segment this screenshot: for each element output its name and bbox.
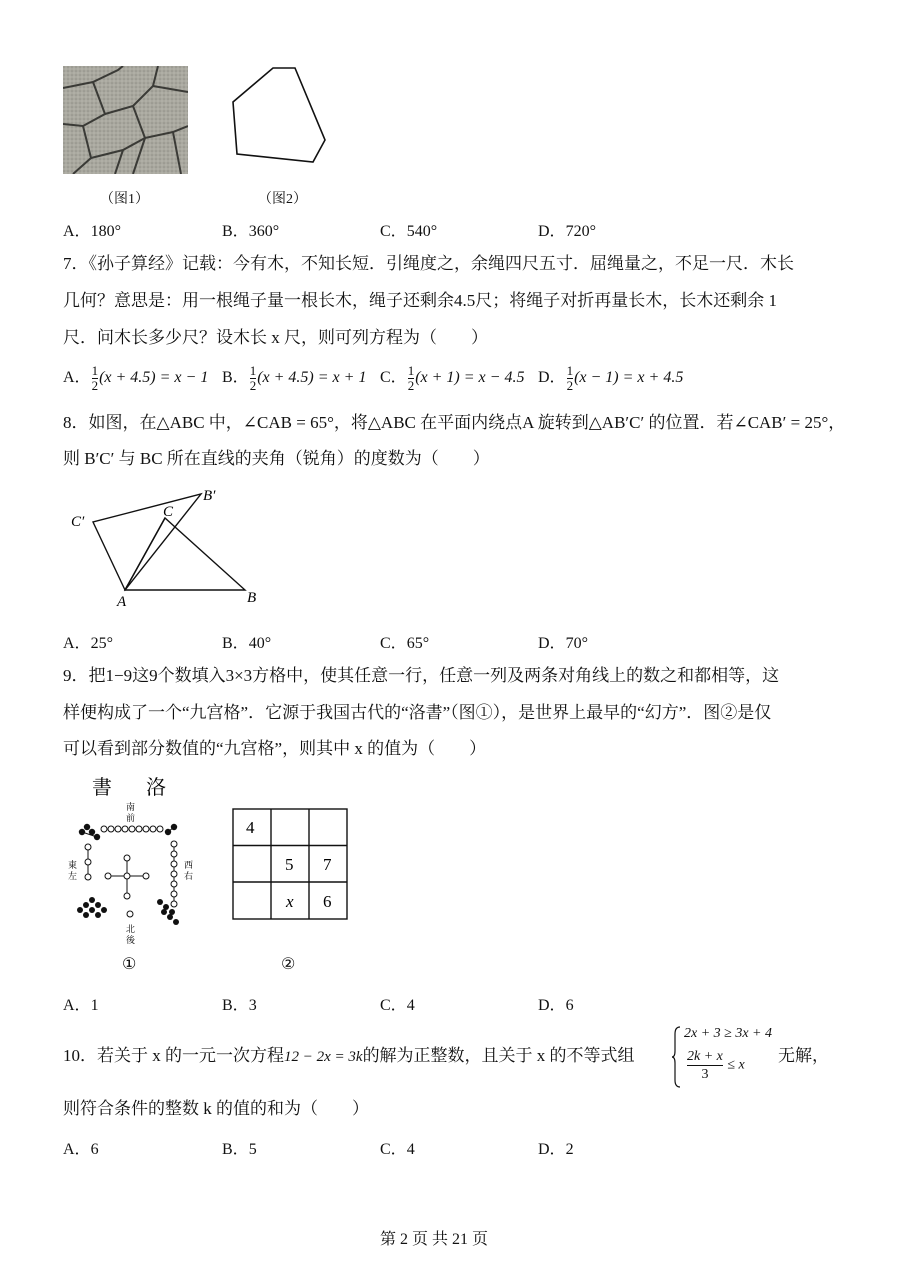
grid-cell-r1c1: 4 [246,818,255,837]
grid-cell-r3c3: 6 [323,892,332,911]
label-b-prime: B′ [203,488,216,504]
q10-ineq1: 2x + 3 ≥ 3x + 4 [684,1026,773,1041]
q10-option-d[interactable]: D．2 [538,1141,574,1158]
hexagon-figure [225,62,335,167]
stone-pavement-photo [63,66,188,174]
q9-line2: 样便构成了一个“九宫格”．它源于我国古代的“洛書”（图①），是世界上最早的“幻方”．图②是仅 [63,703,772,722]
q8-option-b[interactable]: B．40° [222,635,272,652]
page-footer: 第 2 页 共 21 页 [380,1231,489,1248]
q6-option-d[interactable]: D．720° [538,223,596,240]
q7-option-a[interactable]: A． $\frac{1}{2}$ (x + 4.5) = x − 1 [63,363,209,393]
label-c: C [163,504,174,520]
q9-option-c[interactable]: C．4 [380,997,415,1014]
grid-cell-r3c2: x [286,892,294,911]
q8-line2: 则 B′C′ 与 BC 所在直线的夹角（锐角）的度数为（ ） [63,449,490,468]
q10-ineq2: $\frac{2k + x}{3}$ ≤ x [687,1049,745,1082]
q10-line1-end: 无解， [778,1046,829,1065]
luoshu-south-1: 南 [126,803,136,813]
q8-option-d[interactable]: D．70° [538,635,588,652]
q9-option-d[interactable]: D．6 [538,997,574,1014]
q8-option-a[interactable]: A．25° [63,635,113,652]
q9-line3: 可以看到部分数值的“九宫格”，则其中 x 的值为（ ） [63,739,487,758]
q6-option-b[interactable]: B．360° [222,223,280,240]
q8-line1: 8．如图，在△ABC 中，∠CAB = 65°，将△ABC 在平面内绕点A 旋转到△AB′C′ 的位置．若∠CAB′ = 25°， [63,413,846,432]
grid-mark: ② [281,956,296,973]
q7-option-c[interactable]: C． $\frac{1}{2}$ (x + 1) = x − 4.5 [380,363,525,393]
q9-option-a[interactable]: A．1 [63,997,99,1014]
nine-grid-figure [232,808,348,920]
luoshu-mark: ① [122,954,137,973]
q10-option-a[interactable]: A．6 [63,1141,99,1158]
q10-inequality-system [672,1024,792,1090]
q7-line3: 尺．问木长多少尺？设木长 x 尺，则可列方程为（ ） [63,328,488,347]
q7-option-b[interactable]: B． $\frac{1}{2}$ (x + 4.5) = x + 1 [222,363,367,393]
luoshu-north-2: 後 [126,936,136,946]
label-c-prime: C′ [71,514,85,530]
q10-line2: 则符合条件的整数 k 的值的和为（ ） [63,1099,369,1118]
q10-line1: 10．若关于 x 的一元一次方程12 − 2x = 3k的解为正整数，且关于 x 的不等式组 [63,1046,635,1065]
luoshu-south [126,801,135,824]
luoshu-south-2: 前 [126,814,136,824]
q7-line1: 7．《孙子算经》记载：今有木，不知长短．引绳度之，余绳四尺五寸．屈绳量之，不足一尺．木长 [63,254,794,273]
figure1-caption: （图1） [100,192,149,207]
rotation-triangle-figure [65,480,285,610]
figure2-caption: （图2） [258,192,307,207]
q10-option-c[interactable]: C．4 [380,1141,415,1158]
q6-option-c[interactable]: C．540° [380,223,438,240]
q9-line1: 9．把1−9这9个数填入3×3方格中，使其任意一行，任意一列及两条对角线上的数之和都相等，这 [63,666,780,685]
luoshu-title-left: 書 [92,775,112,799]
luoshu-west-1: 西 [184,861,194,871]
grid-cell-r2c3: 7 [323,855,332,874]
q8-option-c[interactable]: C．65° [380,635,430,652]
q7-line2: 几何？意思是：用一根绳子量一根长木，绳子还剩余4.5尺；将绳子对折再量长木，长木还剩余 1 [63,291,777,310]
q7-option-d[interactable]: D． $\frac{1}{2}$ (x − 1) = x + 4.5 [538,363,684,393]
luoshu-north-1: 北 [126,925,136,935]
luoshu-west [184,860,193,882]
q9-option-b[interactable]: B．3 [222,997,257,1014]
luoshu-north [126,923,136,946]
luoshu-figure [60,772,210,977]
luoshu-east-1: 東 [68,861,78,871]
luoshu-east-2: 左 [68,872,78,882]
luoshu-title-right: 洛 [146,775,166,799]
luoshu-west-2: 右 [184,872,194,882]
luoshu-east [68,859,77,882]
grid-cell-r2c2: 5 [285,855,294,874]
label-b: B [247,590,257,606]
label-a: A [117,594,127,610]
q10-equation: 12 − 2x = 3k [284,1049,363,1065]
q6-option-a[interactable]: A．180° [63,223,121,240]
q10-option-b[interactable]: B．5 [222,1141,257,1158]
